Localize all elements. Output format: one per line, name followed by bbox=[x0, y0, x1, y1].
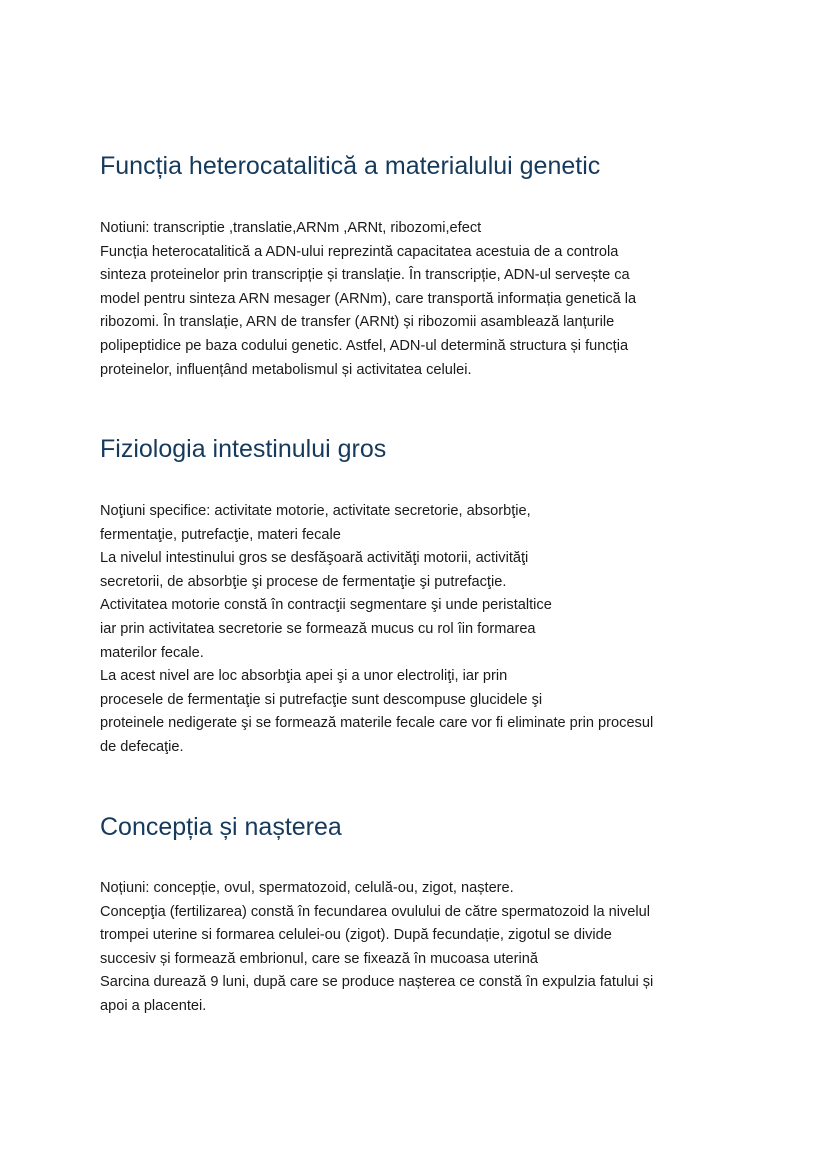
section-1-line: ribozomi. În translație, ARN de transfer (ARNt) și ribozomii asamblează lanțurile bbox=[100, 314, 615, 331]
section-2-line: de defecaţie. bbox=[100, 738, 184, 755]
section-3-line: apoi a placentei. bbox=[100, 997, 207, 1014]
section-2-line: iar prin activitatea secretorie se formează mucus cu rol îin formarea bbox=[100, 620, 536, 637]
section-1-line: sinteza proteinelor prin transcripție și translație. În transcripție, ADN-ul servește ca bbox=[100, 267, 630, 284]
section-2-line: La acest nivel are loc absorbţia apei şi a unor electroliţi, iar prin bbox=[100, 668, 508, 685]
section-2-line: La nivelul intestinului gros se desfăşoară activităţi motorii, activităţi bbox=[100, 550, 529, 567]
section-3-line: Noțiuni: concepție, ovul, spermatozoid, celulă-ou, zigot, naștere. bbox=[100, 880, 514, 896]
section-1-line: model pentru sinteza ARN mesager (ARNm), care transportă informația genetică la bbox=[100, 290, 637, 307]
section-1-body bbox=[100, 217, 740, 382]
section-1-line: Funcția heterocatalitică a ADN-ului reprezintă capacitatea acestuia de a controla bbox=[100, 243, 619, 260]
section-2-line: Activitatea motorie constă în contracţii segmentare şi unde peristaltice bbox=[100, 597, 552, 614]
section-3-line: succesiv și formează embrionul, care se fixează în mucoasa uterină bbox=[100, 950, 539, 967]
section-1-line: Notiuni: transcriptie ,translatie,ARNm ,ARNt, ribozomi,efect bbox=[100, 220, 482, 236]
section-1-title: Funcția heterocatalitică a materialului genetic bbox=[100, 152, 601, 180]
section-3-line: trompei uterine si formarea celulei-ou (zigot). După fecundație, zigotul se divide bbox=[100, 927, 612, 944]
section-2-body bbox=[100, 500, 740, 760]
section-3-title: Concepția și nașterea bbox=[100, 813, 342, 841]
section-1-line: proteinelor, influențând metabolismul și activitatea celulei. bbox=[100, 361, 472, 378]
section-3-body bbox=[100, 877, 740, 1019]
section-3-line: Concepţia (fertilizarea) constă în fecundarea ovulului de către spermatozoid la nivelul bbox=[100, 903, 650, 920]
section-3-line: Sarcina durează 9 luni, după care se produce nașterea ce constă în expulzia fatului și bbox=[100, 974, 654, 991]
section-2-line: procesele de fermentaţie si putrefacţie sunt descompuse glucidele şi bbox=[100, 691, 543, 708]
section-2-line: Noţiuni specifice: activitate motorie, activitate secretorie, absorbţie, bbox=[100, 503, 531, 519]
section-2-line: fermentaţie, putrefacţie, materi fecale bbox=[100, 526, 341, 543]
section-2-line: materilor fecale. bbox=[100, 644, 204, 661]
section-2-line: proteinele nedigerate şi se formează materile fecale care vor fi eliminate prin procesul bbox=[100, 715, 654, 732]
section-2-line: secretorii, de absorbţie şi procese de fermentaţie şi putrefacţie. bbox=[100, 573, 507, 590]
section-2-title: Fiziologia intestinului gros bbox=[100, 435, 387, 463]
section-1-line: polipeptidice pe baza codului genetic. Astfel, ADN-ul determină structura și funcția bbox=[100, 337, 629, 354]
